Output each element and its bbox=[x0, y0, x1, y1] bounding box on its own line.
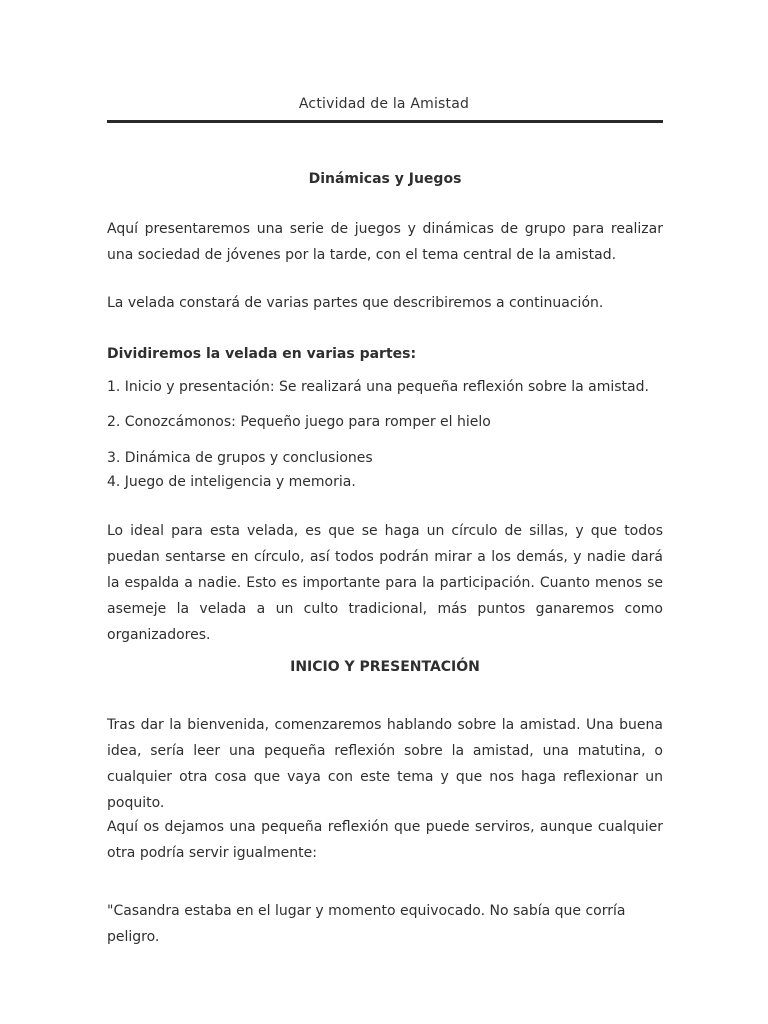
intro-paragraph: Aquí presentaremos una serie de juegos y dinámicas de grupo para realizar una sociedad de jóvenes por la tarde, con el tema central de la amistad. bbox=[107, 221, 663, 263]
list-item: 3. Dinámica de grupos y conclusiones bbox=[107, 450, 373, 466]
header-divider bbox=[107, 120, 663, 123]
parts-heading: Dividiremos la velada en varias partes: bbox=[107, 346, 417, 362]
welcome-paragraph: Tras dar la bienvenida, comenzaremos hablando sobre la amistad. Una buena idea, sería leer una pequeña reflexión sobre la amistad, una matutina, o cualquier otra cosa que vaya con este tema y que nos haga reflexionar un poquito. bbox=[107, 717, 663, 811]
reflection-intro-paragraph: Aquí os dejamos una pequeña reflexión que puede serviros, aunque cualquier otra podría servir igualmente: bbox=[107, 819, 663, 861]
velada-paragraph: La velada constará de varias partes que describiremos a continuación. bbox=[107, 295, 604, 311]
parts-list bbox=[107, 375, 663, 399]
list-item: 1. Inicio y presentación: Se realizará una pequeña reflexión sobre la amistad. bbox=[107, 379, 649, 395]
parts-list-2 bbox=[107, 410, 663, 434]
section-heading-dinamicas: Dinámicas y Juegos bbox=[308, 171, 462, 187]
ideal-paragraph: Lo ideal para esta velada, es que se haga un círculo de sillas, y que todos puedan sentarse en círculo, así todos podrán mirar a los demás, y nadie dará la espalda a nadie. Esto es importante para la participación. Cuanto menos se asemeje la velada a un culto tradicional, más puntos ganaremos como organizadores. bbox=[107, 523, 663, 643]
parts-list-3 bbox=[107, 446, 663, 494]
list-item: 4. Juego de inteligencia y memoria. bbox=[107, 474, 356, 490]
document-header-title: Actividad de la Amistad bbox=[298, 96, 470, 112]
quote-paragraph: "Casandra estaba en el lugar y momento equivocado. No sabía que corría peligro. bbox=[107, 903, 626, 945]
section-heading-inicio: INICIO Y PRESENTACIÓN bbox=[290, 659, 480, 675]
list-item: 2. Conozcámonos: Pequeño juego para romper el hielo bbox=[107, 414, 491, 430]
